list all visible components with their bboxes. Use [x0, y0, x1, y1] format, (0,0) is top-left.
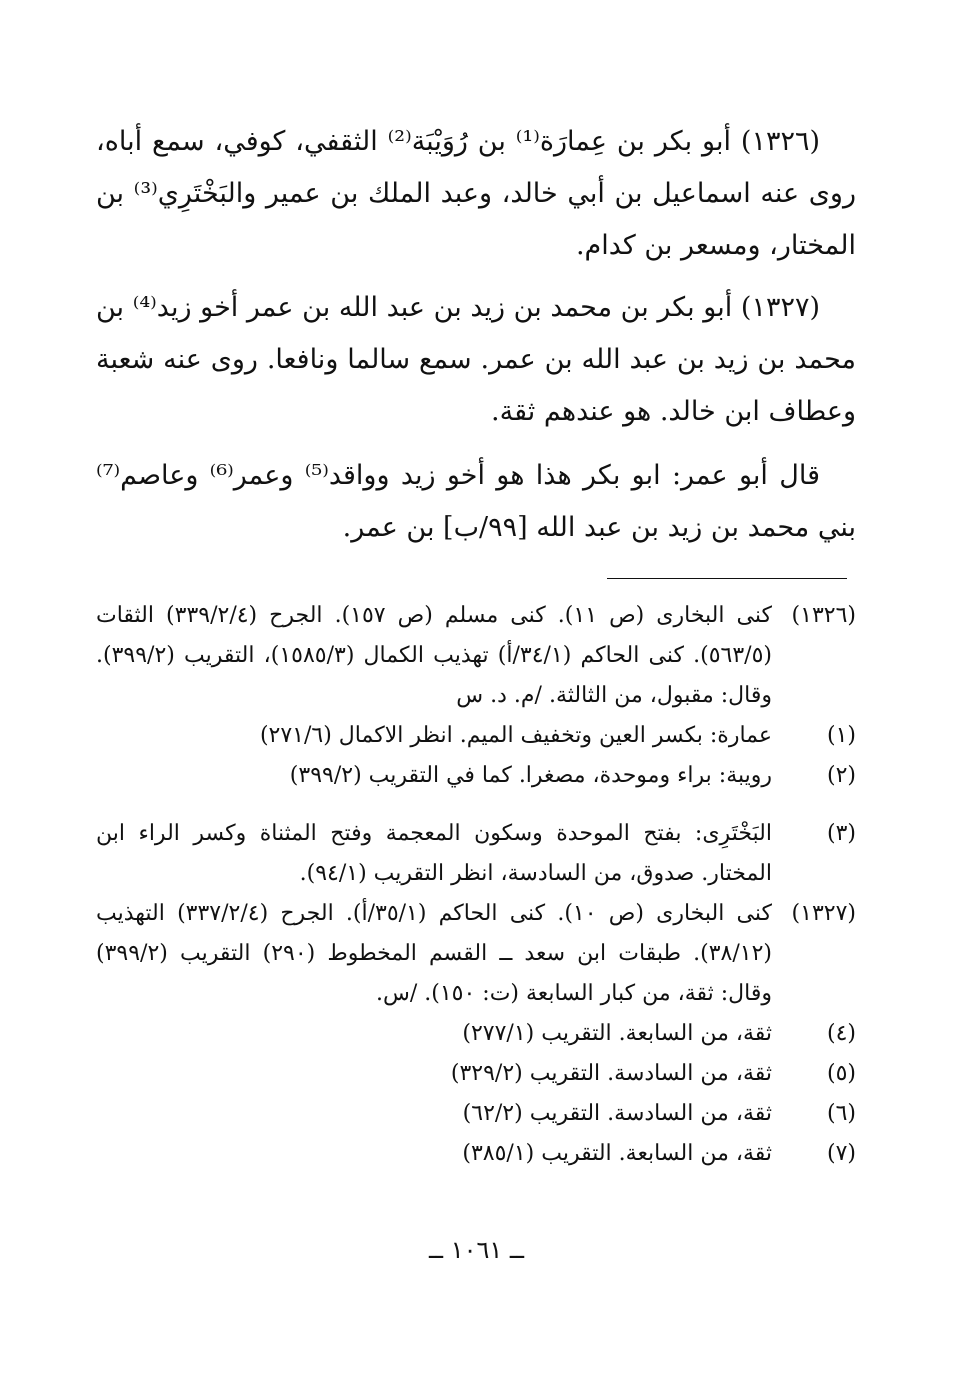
footnote-number: (٢): [826, 763, 856, 788]
footnote-number: (١٣٢٦): [791, 603, 856, 628]
footnote-6: [96, 1094, 856, 1134]
footnote-number: (١): [826, 723, 856, 748]
entry-1327: [96, 282, 856, 438]
entry-1327-text: (١٣٢٧) أبو بكر بن محمد بن زيد بن عبد الله بن عمر أخو زيد⁽⁴⁾ بن محمد بن زيد بن عبد الله بن عمر. سمع سالما ونافعا. روى عنه شعبة وعطاف ابن خالد. هو عندهم ثقة.: [96, 292, 856, 427]
footnote-text: ثقة، من السادسة. التقريب (٣٢٩/٢): [450, 1061, 772, 1086]
footnote-text: ثقة، من السابعة. التقريب (٢٧٧/١): [462, 1021, 772, 1046]
footnote-text: رويبة: براء وموحدة، مصغرا. كما في التقريب (٣٩٩/٢): [289, 763, 772, 788]
footnote-text: كنى البخارى (ص ١١). كنى مسلم (ص ١٥٧). الجرح (٣٣٩/٢/٤) الثقات (٥٦٣/٥). كنى الحاكم (٣٤/١/أ) تهذيب الكمال (١٥٨٥/٣)، التقريب (٣٩٩/٢). وقال: مقبول، من الثالثة. /م. د. س: [96, 603, 773, 708]
entry-abu-omar: [96, 450, 856, 554]
footnote-3: [96, 814, 856, 894]
entry-1326: [96, 116, 856, 272]
footnotes: [96, 596, 856, 1174]
footnote-number: (١٣٢٧): [791, 901, 856, 926]
footnote-separator: [607, 578, 847, 579]
footnote-text: ثقة، من السابعة. التقريب (٣٨٥/١): [462, 1141, 772, 1166]
footnote-number: (٧): [826, 1141, 856, 1166]
footnote-text: عمارة: بكسر العين وتخفيف الميم. انظر الاكمال (٢٧١/٦): [259, 723, 772, 748]
page-number: ــ ١٠٦١ ــ: [429, 1236, 524, 1264]
footnote-text: ثقة، من السادسة. التقريب (٦٢/٢): [462, 1101, 772, 1126]
footnote-7: [96, 1134, 856, 1174]
footnote-1: [96, 716, 856, 756]
footnote-1326: [96, 596, 856, 716]
footnote-number: (٦): [826, 1101, 856, 1126]
entry-abu-omar-text: قال أبو عمر: ابو بكر هذا هو أخو زيد وواقد⁽⁵⁾ وعمر⁽⁶⁾ وعاصم⁽⁷⁾ بني محمد بن زيد بن عبد الله [٩٩/ب] بن عمر.: [96, 460, 856, 543]
footnote-5: [96, 1054, 856, 1094]
footnote-4: [96, 1014, 856, 1054]
footnote-text: البَخْتَرِى: بفتح الموحدة وسكون المعجمة وفتح المثناة وكسر الراء ابن المختار. صدوق، من السادسة، انظر التقريب (٩٤/١).: [96, 821, 772, 886]
footnote-number: (٥): [826, 1061, 856, 1086]
footnote-1327: [96, 894, 856, 1014]
footnote-text: كنى البخارى (ص ١٠). كنى الحاكم (٣٥/١/أ). الجرح (٣٣٧/٢/٤) التهذيب (٣٨/١٢). طبقات ابن سعد ــ القسم المخطوط (٢٩٠) التقريب (٣٩٩/٢) وقال: ثقة، من كبار السابعة (ت: ١٥٠). /س.: [96, 901, 772, 1006]
footnote-2: [96, 756, 856, 796]
footnote-number: (٤): [826, 1021, 856, 1046]
entry-1326-text: (١٣٢٦) أبو بكر بن عِمارَة⁽¹⁾ بن رُوَيْبَة⁽²⁾ الثقفي، كوفي، سمع أباه، روى عنه اسماعيل بن أبي خالد، وعبد الملك بن عمير والبَخْتَرِي⁽³⁾ بن المختار، ومسعر بن كدام.: [96, 126, 856, 261]
footnote-number: (٣): [826, 821, 856, 846]
